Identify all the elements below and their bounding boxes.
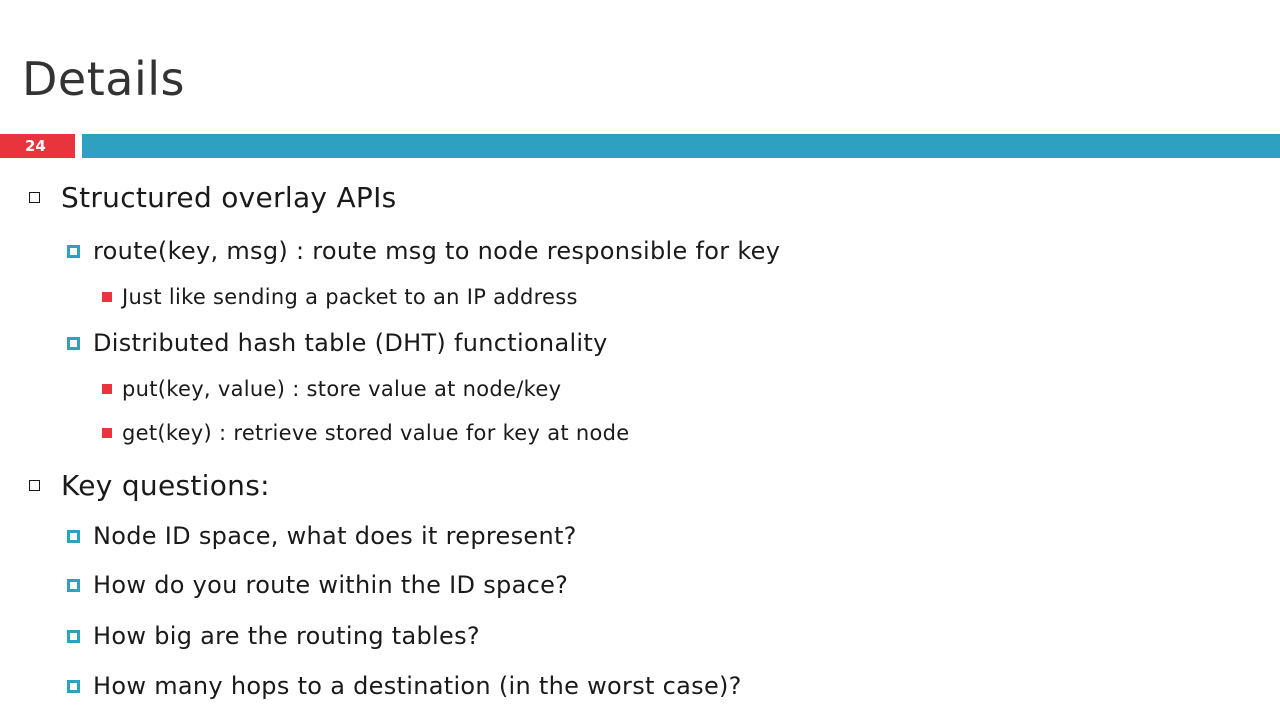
bullet-text: Just like sending a packet to an IP address bbox=[122, 285, 578, 309]
bullet-text: Node ID space, what does it represent? bbox=[93, 522, 577, 550]
bullet-put bbox=[122, 376, 561, 402]
hollow-square-icon bbox=[29, 192, 40, 203]
framed-square-icon bbox=[67, 245, 80, 258]
slide-number-badge bbox=[0, 134, 75, 158]
hollow-square-icon bbox=[29, 480, 40, 491]
bullet-text: How big are the routing tables? bbox=[93, 622, 480, 650]
bullet-structured-overlay-apis bbox=[61, 181, 397, 215]
bullet-question-1 bbox=[93, 521, 577, 551]
bullet-question-2 bbox=[93, 570, 568, 600]
slide-title: Details bbox=[22, 52, 185, 106]
bullet-text: Structured overlay APIs bbox=[61, 181, 397, 214]
bullet-dht bbox=[93, 328, 608, 358]
filled-square-icon bbox=[102, 292, 112, 302]
framed-square-icon bbox=[67, 337, 80, 350]
bullet-text: route(key, msg) : route msg to node responsible for key bbox=[93, 237, 781, 265]
framed-square-icon bbox=[67, 680, 80, 693]
bullet-route-detail bbox=[122, 284, 578, 310]
bullet-route bbox=[93, 236, 780, 266]
bullet-text: How do you route within the ID space? bbox=[93, 571, 569, 599]
bullet-key-questions bbox=[61, 469, 270, 503]
framed-square-icon bbox=[67, 579, 80, 592]
bullet-get bbox=[122, 420, 630, 446]
bullet-text: put(key, value) : store value at node/key bbox=[122, 377, 562, 401]
bullet-text: get(key) : retrieve stored value for key at node bbox=[122, 421, 630, 445]
bullet-question-4 bbox=[93, 671, 742, 701]
bullet-text: Distributed hash table (DHT) functionality bbox=[93, 329, 608, 357]
framed-square-icon bbox=[67, 630, 80, 643]
filled-square-icon bbox=[102, 428, 112, 438]
bullet-question-3 bbox=[93, 621, 480, 651]
accent-bar bbox=[82, 134, 1280, 158]
framed-square-icon bbox=[67, 530, 80, 543]
slide-number: 24 bbox=[25, 137, 46, 155]
filled-square-icon bbox=[102, 384, 112, 394]
bullet-text: Key questions: bbox=[61, 469, 270, 502]
bullet-text: How many hops to a destination (in the worst case)? bbox=[93, 672, 742, 700]
